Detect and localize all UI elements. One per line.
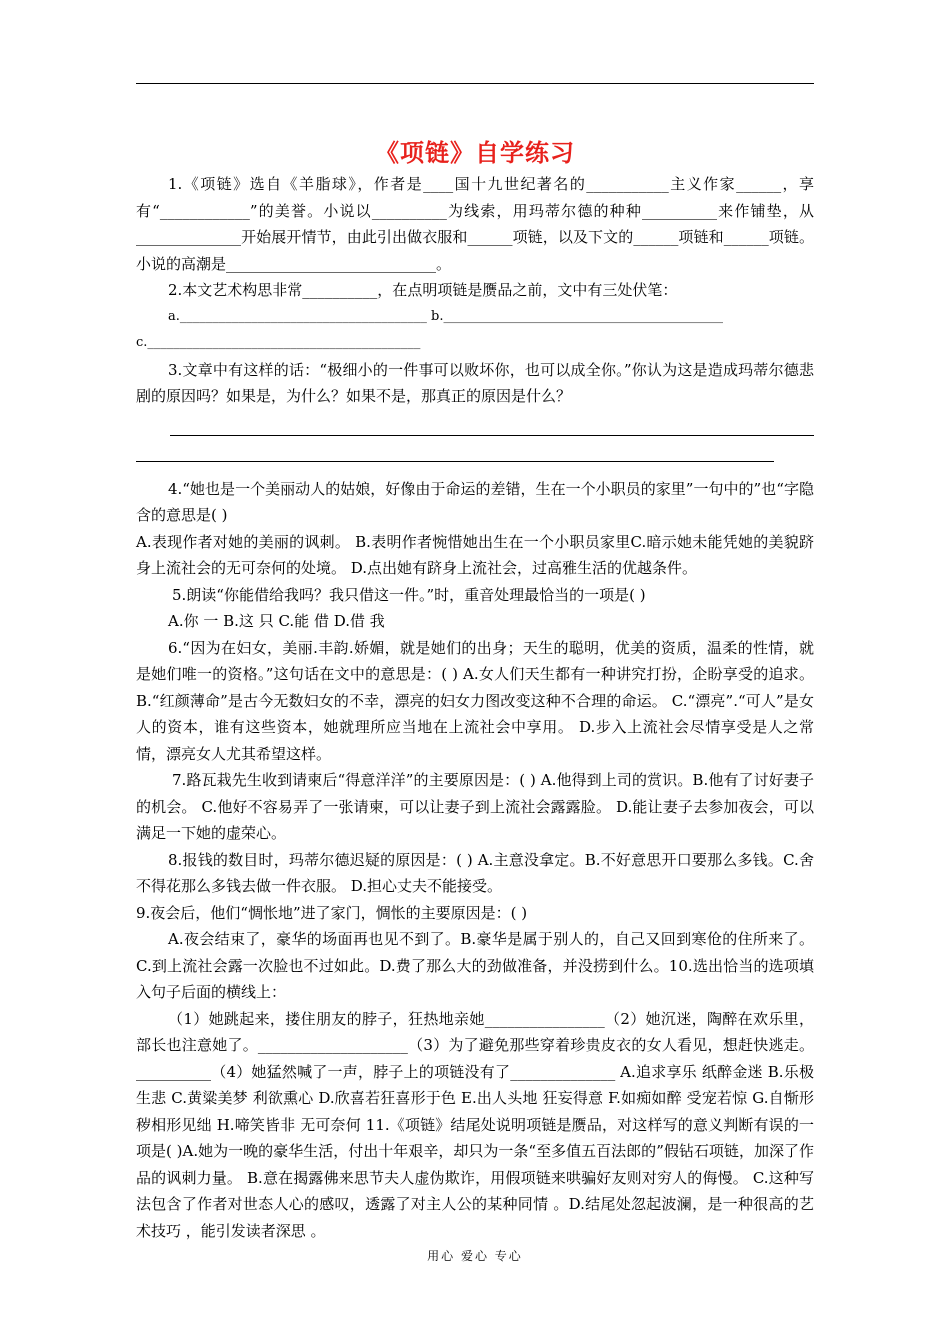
- question-1: 1.《项链》选自《羊脂球》，作者是____国十九世纪著名的___________主义作家______，享有“____________”的美誉。小说以__________为线索，用玛蒂尔德的种种__________来作铺垫，从______________开始展开情节，由此引出做衣服和______项链，以及下文的______项链和______项链。小说的高潮是____________________________。: [136, 175, 814, 273]
- question-5-options: A.你 一 B.这 只 C.能 借 D.借 我: [168, 612, 385, 630]
- question-4-options: A.表现作者对她的美丽的讽刺。 B.表明作者惋惜她出生在一个小职员家里C.暗示她未能凭她的美貌跻身上流社会的无可奈何的处境。 D.点出她有跻身上流社会，过高雅生活的优越条件。: [136, 532, 814, 577]
- question-6: 6.“因为在妇女，美丽.丰韵.娇媚，就是她们的出身；天生的聪明，优美的资质，温柔的性情，就是她们唯一的资格。”这句话在文中的意思是：( ) A.女人们天生都有一种讲究打扮，企盼享受的追求。B.“红颜薄命”是古今无数妇女的不幸，漂亮的妇女力图改变这种不合理的命运。 C.“漂亮”.“可人”是女人的资本，谁有这些资本，她就理所应当地在上流社会中享用。 D.步入上流社会尽情享受是人之常情，漂亮女人尤其希望这样。: [136, 638, 814, 763]
- page-title: 《项链》自学练习: [375, 139, 575, 167]
- question-2: 2.本文艺术构思非常__________，在点明项链是赝品之前，文中有三处伏笔：: [168, 281, 678, 299]
- header-rule: [136, 83, 814, 84]
- answer-line: [170, 410, 814, 436]
- question-9: 9.夜会后，他们“惆怅地”进了家门，惆怅的主要原因是：( ): [136, 903, 528, 922]
- question-3: 3.文章中有这样的话：“极细小的一件事可以败坏你，也可以成全你。”你认为这是造成玛蒂尔德悲剧的原因吗？如果是，为什么？如果不是，那真正的原因是什么？: [136, 360, 814, 405]
- question-10-11: （1）她跳起来，搂住朋友的脖子，狂热地亲她________________（2）她沉迷，陶醉在欢乐里，部长也注意她了。____________________（3）为了避免那些穿着珍贵皮衣的女人看见，想赶快逃走。__________（4）她猛然喊了一声，脖子上的项链没有了______________ A.追求享乐 纸醉金迷 B.乐极生悲 C.黄粱美梦 利欲熏心 D.欣喜若狂喜形于色 E.出人头地 狂妄得意 F.如痴如醉 受宠若惊 G.自惭形秽相形见绌 H.啼笑皆非 无可奈何 11.《项链》结尾处说明项链是赝品，对这样写的意义判断有误的一项是( )A.她为一晚的豪华生活，付出十年艰辛，却只为一条“至多值五百法郎的”假钻石项链，加深了作品的讽刺力量。 B.意在揭露佛来思节夫人虚伪欺诈，用假项链来哄骗好友则对穷人的侮慢。 C.这种写法包含了作者对世态人心的感叹，透露了对主人公的某种同情 。D.结尾处忽起波澜，是一种很高的艺术技巧 ，能引发读者深思 。: [136, 1009, 814, 1240]
- page-footer: 用心 爱心 专心: [427, 1249, 523, 1263]
- question-4: 4.“她也是一个美丽动人的姑娘，好像由于命运的差错，生在一个小职员的家里”一句中的”也“字隐含的意思是( ): [136, 479, 814, 524]
- question-2-blank-c: c.__________________________________________: [136, 335, 421, 350]
- question-2-blanks-ab: a.______________________________________ b.___________________________________________: [168, 308, 723, 324]
- question-8: 8.报钱的数目时，玛蒂尔德迟疑的原因是：( ) A.主意没拿定。B.不好意思开口要那么多钱。C.舍不得花那么多钱去做一件衣服。 D.担心丈夫不能接受。: [136, 850, 814, 895]
- answer-line: [136, 436, 774, 462]
- exercise-body: [136, 171, 814, 1244]
- question-7: 7.路瓦栽先生收到请柬后“得意洋洋”的主要原因是：( ) A.他得到上司的赏识。B.他有了讨好妻子的机会。 C.他好不容易弄了一张请柬，可以让妻子到上流社会露露脸。 D.能让妻子去参加夜会，可以满足一下她的虚荣心。: [136, 771, 814, 842]
- question-9-options: A.夜会结束了，豪华的场面再也见不到了。B.豪华是属于别人的，自己又回到寒伧的住所来了。C.到上流社会露一次脸也不过如此。D.费了那么大的劲做准备，并没捞到什么。10.选出恰当的选项填入句子后面的横线上：: [136, 930, 814, 1001]
- question-5: 5.朗读“你能借给我吗？我只借这一件。”时，重音处理最恰当的一项是( ): [172, 585, 646, 604]
